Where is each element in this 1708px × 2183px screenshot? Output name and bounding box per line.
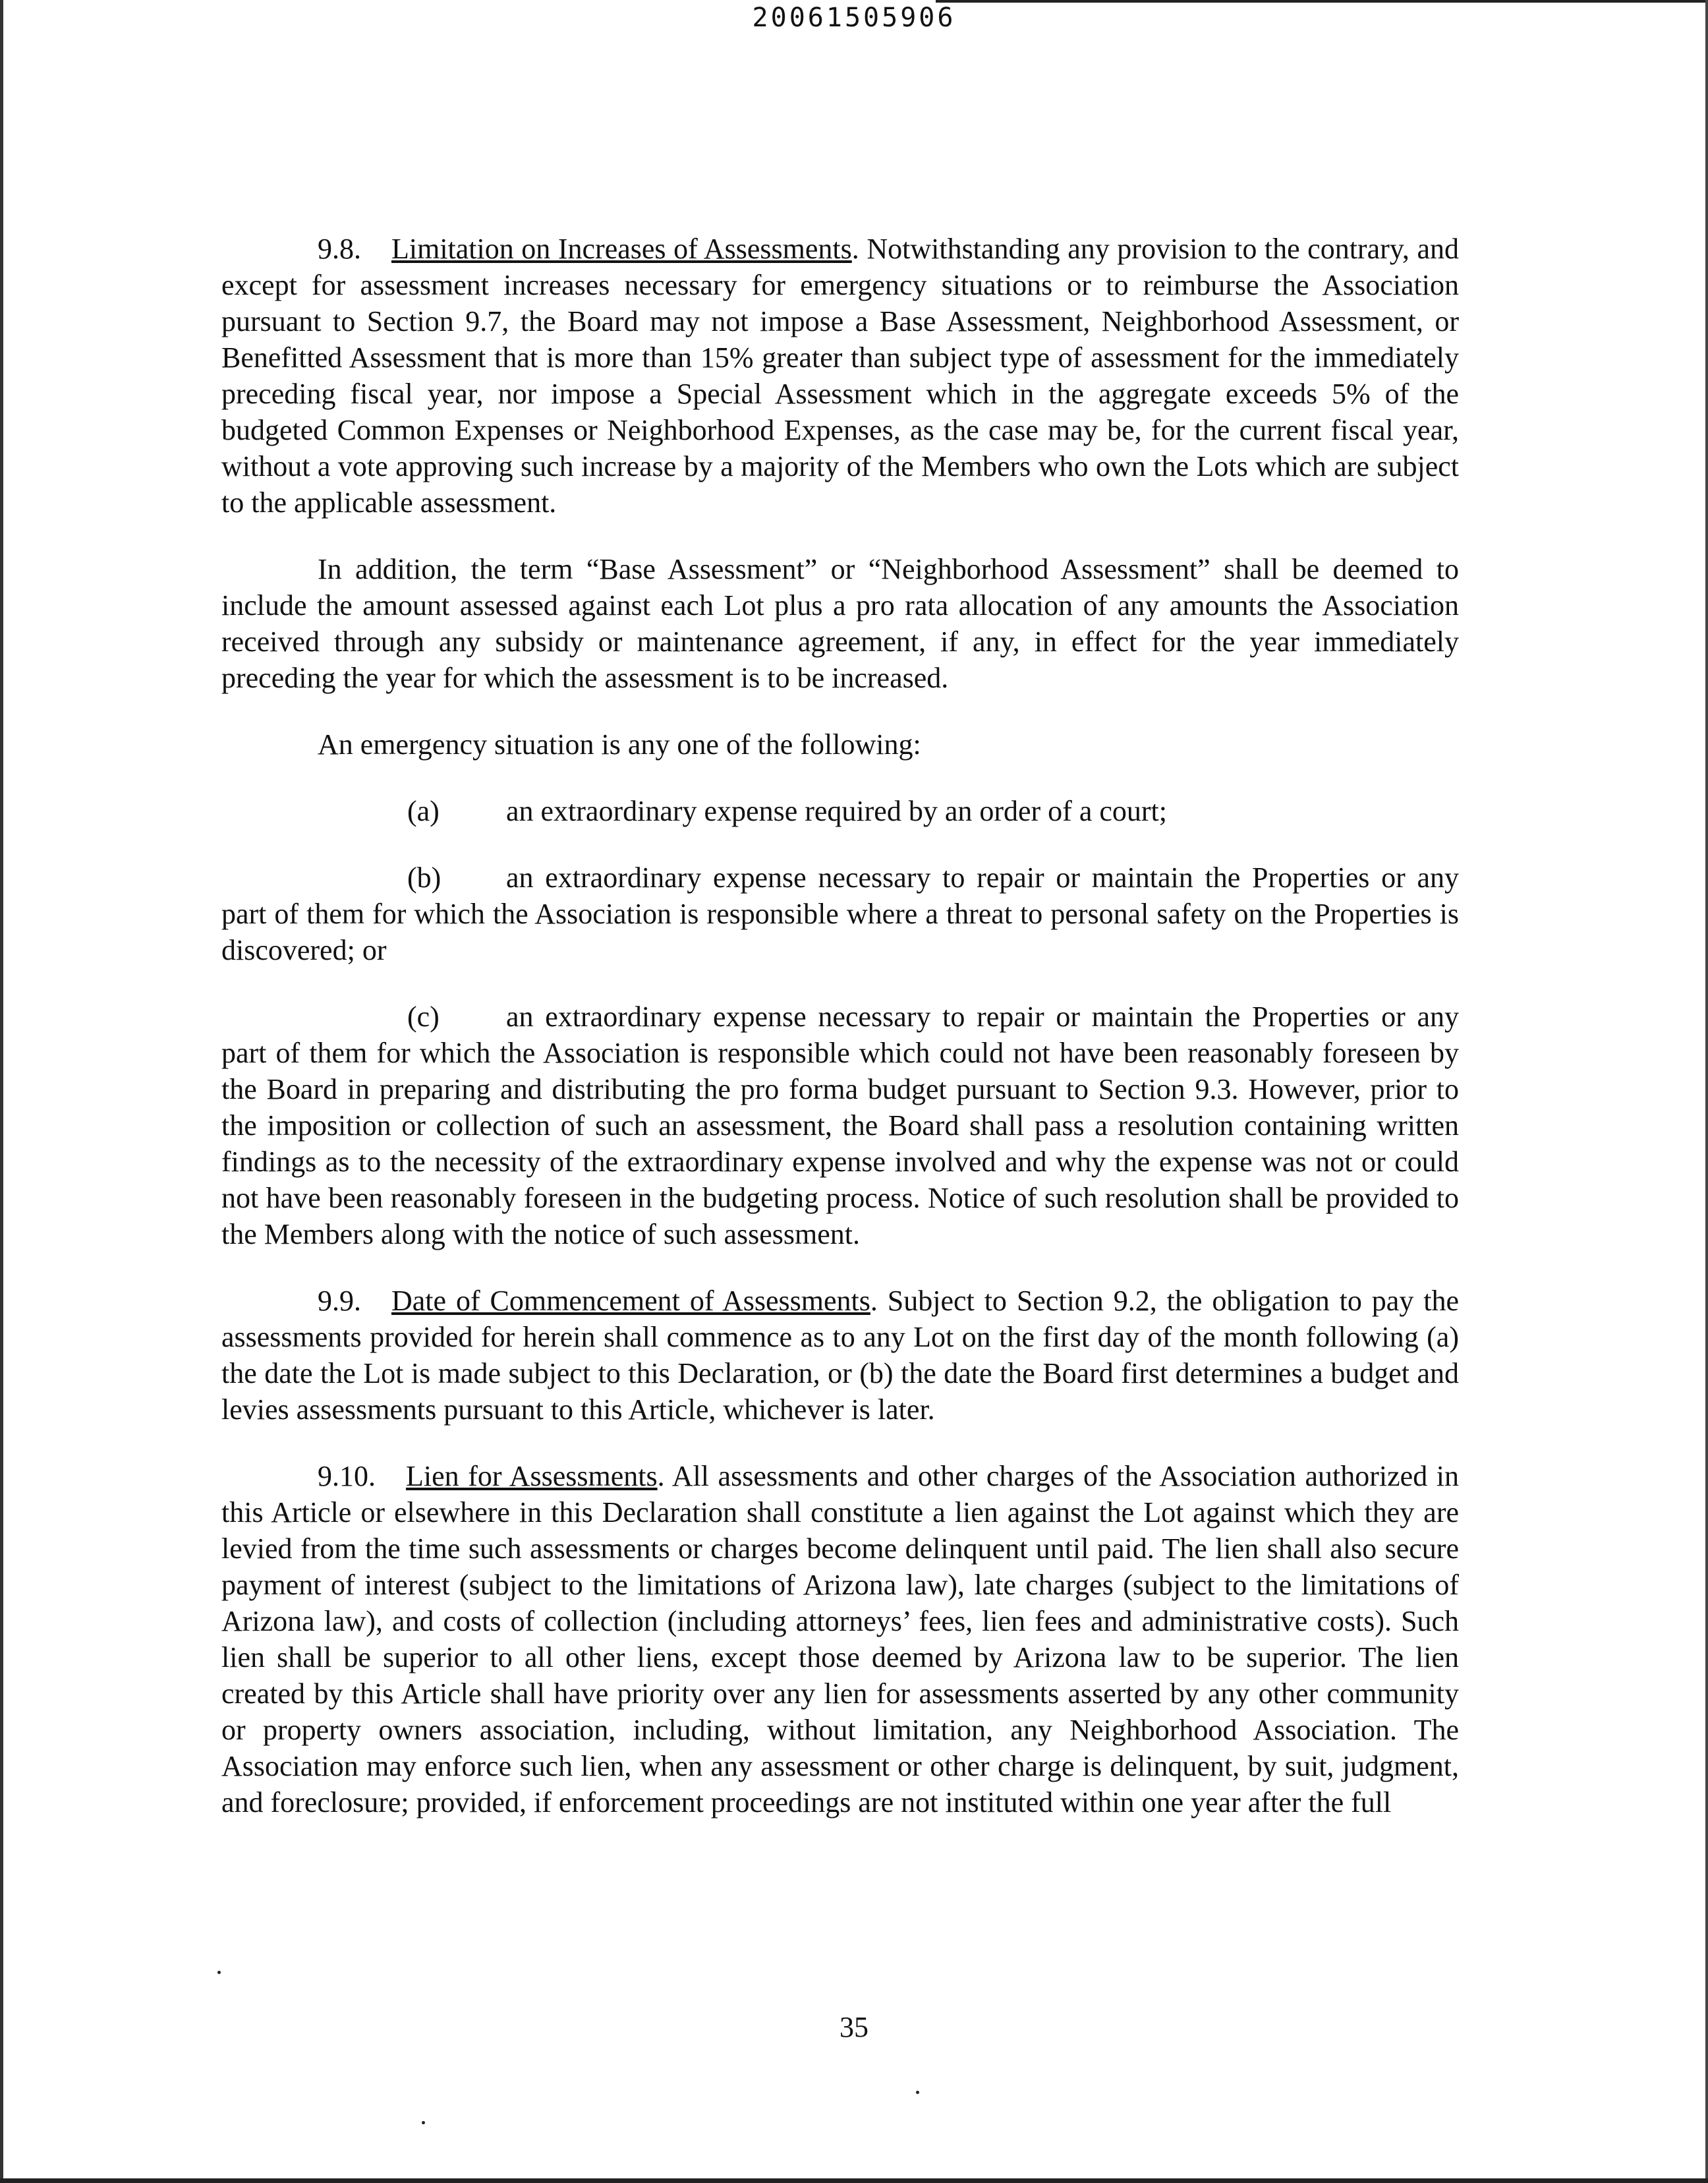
section-text: . All assessments and other charges of the Association authorized in this Article or elsewhere in this Declaration shall constitute a lien against the Lot against which they are levied from the time such assessments or charges become delinquent until paid. The lien shall also secure payment of interest (subject to the limitations of Arizona law), late charges (subject to the limitations of Arizona law), and costs of collection (including attorneys’ fees, lien fees and administrative costs). Such lien shall be superior to all other liens, except those deemed by Arizona law to be superior. The lien created by this Article shall have priority over any lien for assessments asserted by any other community or property owners association, including, without limitation, any Neighborhood Association. The Association may enforce such lien, when any assessment or other charge is delinquent, by suit, judgment, and foreclosure; provided, if enforcement proceedings are not instituted within one year after the full	[221, 1460, 1459, 1819]
section-number: 9.8.	[318, 233, 361, 265]
scan-bottom-edge	[0, 2178, 1708, 2183]
emergency-intro: An emergency situation is any one of the following:	[318, 728, 921, 761]
document-number: 20061505906	[752, 3, 956, 33]
section-number: 9.9.	[318, 1285, 361, 1317]
list-item-text: an extraordinary expense required by an order of a court;	[506, 795, 1167, 827]
section-title: Date of Commencement of Assessments	[391, 1285, 870, 1317]
scan-speck	[916, 2091, 919, 2094]
section-title: Lien for Assessments	[406, 1460, 658, 1492]
list-item-text: an extraordinary expense necessary to repair or maintain the Properties or any part of them for which the Association is responsible where a threat to personal safety on the Properties is discovered; or	[221, 861, 1459, 966]
section-number: 9.10.	[318, 1460, 376, 1492]
document-body	[221, 231, 1459, 1820]
scan-left-edge	[0, 0, 3, 2183]
list-marker: (c)	[407, 1001, 440, 1033]
scan-speck	[422, 2121, 425, 2124]
scan-speck	[217, 1971, 221, 1974]
section-text: . Subject to Section 9.2, the obligation to pay the assessments provided for herein shall commence as to any Lot on the first day of the month following (a) the date the Lot is made subject to this Declaration, or (b) the date the Board first determines a budget and levies assessments pursuant to this Article, whichever is later.	[221, 1285, 1459, 1426]
list-item-a	[221, 793, 1459, 829]
list-item-text: an extraordinary expense necessary to repair or maintain the Properties or any part of them for which the Association is responsible which could not have been reasonably foreseen by the Board in preparing and distributing the pro forma budget pursuant to Section 9.3. However, prior to the imposition or collection of such an assessment, the Board shall pass a resolution containing written findings as to the necessity of the extraordinary expense involved and why the expense was not or could not have been reasonably foreseen in the budgeting process. Notice of such resolution shall be provided to the Members along with the notice of such assessment.	[221, 1001, 1459, 1250]
section-9-8	[221, 231, 1459, 521]
list-marker: (a)	[407, 795, 440, 827]
list-item-c	[221, 999, 1459, 1252]
paragraph-addition: In addition, the term “Base Assessment” or “Neighborhood Assessment” shall be deemed to include the amount assessed against each Lot plus a pro rata allocation of any amounts the Association received through any subsidy or maintenance agreement, if any, in effect for the year immediately preceding the year for which the assessment is to be increased.	[221, 553, 1459, 694]
section-9-10	[221, 1458, 1459, 1820]
section-text: . Notwithstanding any provision to the contrary, and except for assessment increases necessary for emergency situations or to reimburse the Association pursuant to Section 9.7, the Board may not impose a Base Assessment, Neighborhood Assessment, or Benefitted Assessment that is more than 15% greater than subject type of assessment for the immediately preceding fiscal year, nor impose a Special Assessment which in the aggregate exceeds 5% of the budgeted Common Expenses or Neighborhood Expenses, as the case may be, for the current fiscal year, without a vote approving such increase by a majority of the Members who own the Lots which are subject to the applicable assessment.	[221, 233, 1459, 519]
list-marker: (b)	[407, 861, 441, 894]
scan-right-edge	[1705, 0, 1708, 2183]
list-item-b	[221, 859, 1459, 968]
page-number: 35	[840, 2011, 868, 2043]
section-title: Limitation on Increases of Assessments	[391, 233, 852, 265]
section-9-9	[221, 1283, 1459, 1428]
